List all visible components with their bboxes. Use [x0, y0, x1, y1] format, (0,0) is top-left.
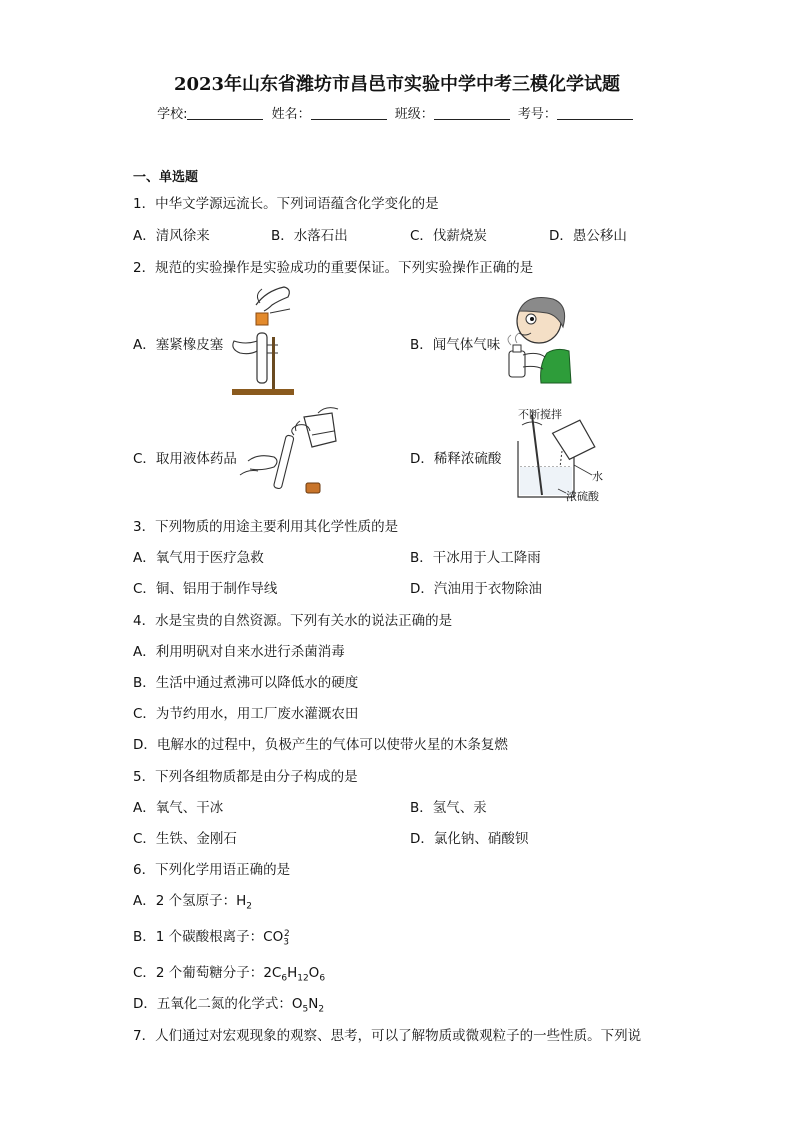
class-label: 班级： — [394, 107, 434, 122]
q5-option-b: B．氢气、汞 — [410, 800, 487, 816]
smelling-gas-figure — [497, 293, 577, 385]
q1-option-d: D．愚公移山 — [549, 228, 627, 244]
q5-stem: 5．下列各组物质都是由分子构成的是 — [133, 769, 358, 785]
q5-option-a: A．氧气、干冰 — [133, 800, 224, 816]
q7-stem: 7．人们通过对宏观现象的观察、思考，可以了解物质或微观粒子的一些性质。下列说 — [133, 1028, 642, 1044]
name-label: 姓名： — [271, 107, 311, 122]
stir-label: 不断搅拌 — [518, 408, 562, 421]
acid-label: 浓硫酸 — [566, 490, 599, 503]
stopper-insertion-figure — [226, 283, 298, 401]
class-blank — [434, 107, 510, 120]
q3-option-b: B．干冰用于人工降雨 — [410, 550, 541, 566]
q6-option-c: C．2 个葡萄糖分子：$2C_6H_{12}O_6$ — [133, 965, 326, 984]
exam-no-label: 考号： — [517, 107, 557, 122]
q2-option-c: C．取用液体药品 — [133, 451, 237, 467]
section-heading: 一、单选题 — [133, 170, 199, 185]
school-label: 学校: — [157, 107, 188, 122]
q6-option-d: D．五氧化二氮的化学式：$O_5N_2$ — [133, 996, 325, 1015]
exam-no-blank — [557, 107, 633, 120]
q2-option-d: D．稀释浓硫酸 — [410, 451, 502, 467]
q3-option-d: D．汽油用于衣物除油 — [410, 581, 542, 597]
q2-stem: 2．规范的实验操作是实验成功的重要保证。下列实验操作正确的是 — [133, 260, 534, 276]
school-blank — [187, 107, 263, 120]
q6-stem: 6．下列化学用语正确的是 — [133, 862, 291, 878]
q6-option-b: B．1 个碳酸根离子：$CO_3^2$ — [133, 928, 290, 948]
q4-option-d: D．电解水的过程中，负极产生的气体可以使带火星的木条复燃 — [133, 737, 508, 753]
page-title: 2023年山东省潍坊市昌邑市实验中学中考三模化学试题 — [173, 74, 621, 95]
name-blank — [311, 107, 387, 120]
water-label: 水 — [592, 470, 603, 483]
q2-option-b: B．闻气体气味 — [410, 337, 501, 353]
student-info-line — [0, 103, 794, 122]
q1-option-a: A．清风徐来 — [133, 228, 210, 244]
q5-option-c: C．生铁、金刚石 — [133, 831, 237, 847]
q3-option-c: C．铜、铝用于制作导线 — [133, 581, 278, 597]
q4-stem: 4．水是宝贵的自然资源。下列有关水的说法正确的是 — [133, 613, 453, 629]
q5-option-d: D．氯化钠、硝酸钡 — [410, 831, 529, 847]
q1-option-c: C．伐薪烧炭 — [410, 228, 487, 244]
q6-option-a: A．2 个氢原子：$H_2$ — [133, 893, 253, 912]
q4-option-b: B．生活中通过煮沸可以降低水的硬度 — [133, 675, 359, 691]
pouring-liquid-figure — [238, 405, 342, 497]
q1-option-b: B．水落石出 — [271, 228, 348, 244]
q2-option-a: A．塞紧橡皮塞 — [133, 337, 224, 353]
q1-stem: 1．中华文学源远流长。下列词语蕴含化学变化的是 — [133, 196, 439, 212]
q4-option-c: C．为节约用水，用工厂废水灌溉农田 — [133, 706, 359, 722]
q4-option-a: A．利用明矾对自来水进行杀菌消毒 — [133, 644, 345, 660]
q3-stem: 3．下列物质的用途主要利用其化学性质的是 — [133, 519, 399, 535]
q3-option-a: A．氧气用于医疗急救 — [133, 550, 264, 566]
